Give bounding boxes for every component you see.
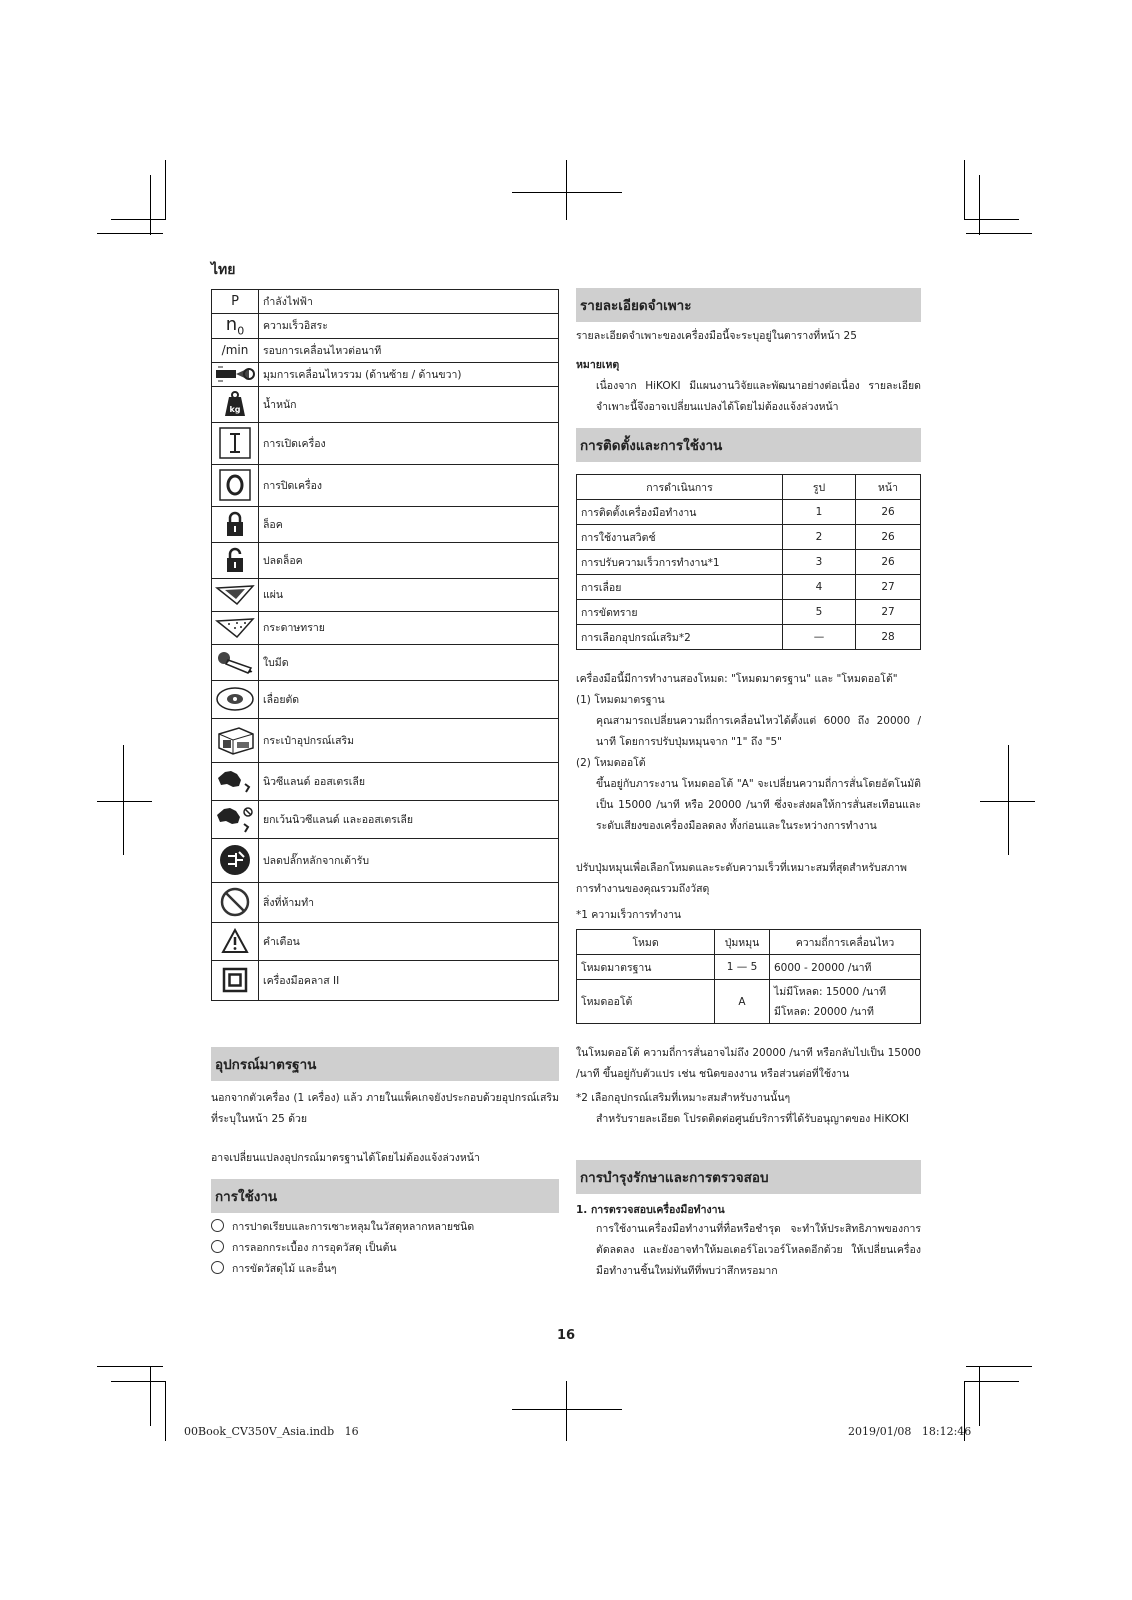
nz-au-icon (212, 762, 259, 800)
table-row (212, 314, 559, 339)
header-figure: รูป (783, 475, 856, 500)
header-dial: ปุ่มหมุน (715, 930, 770, 955)
symbol-label: ความเร็วอิสระ (259, 314, 559, 339)
table-row (577, 930, 921, 955)
table-row: การใช้งานสวิตช์ 2 26 (577, 525, 921, 550)
symbol-label: ปลดปลั๊กหลักจากเต้ารับ (259, 838, 559, 882)
n0-letter: $n_0$ (212, 314, 259, 339)
symbol-label: เลื่อยตัด (259, 680, 559, 718)
symbol-label: กระดาษทราย (259, 611, 559, 644)
note1-title: *1 ความเร็วการทำงาน (576, 909, 682, 921)
table-row (212, 506, 559, 542)
sandpaper-icon (212, 611, 259, 644)
prohibited-icon (212, 882, 259, 922)
table-row (212, 762, 559, 800)
specifications-text: รายละเอียดจำเพาะของเครื่องมือนี้จะระบุอยู่ในตารางที่หน้า 25 (576, 330, 857, 342)
table-row (212, 338, 559, 362)
table-row (577, 475, 921, 500)
symbol-label: สิ่งที่ห้ามทำ (259, 882, 559, 922)
footer-timestamp: 2019/01/08 18:12:46 (848, 1425, 972, 1438)
table-row: การเลื่อย 4 27 (577, 575, 921, 600)
weight-kg-icon (212, 386, 259, 422)
table-row (212, 680, 559, 718)
note2-title: *2 เลือกอุปกรณ์เสริมที่เหมาะสมสำหรับงานนั้นๆ (576, 1092, 791, 1104)
standard-accessories-note: อาจเปลี่ยนแปลงอุปกรณ์มาตรฐานได้โดยไม่ต้องแจ้งล่วงหน้า (211, 1152, 480, 1164)
symbol-label: คำเตือน (259, 922, 559, 960)
symbol-label: ยกเว้นนิวซีแลนด์ และออสเตรเลีย (259, 800, 559, 838)
operations-table (576, 474, 921, 650)
symbol-label: ใบมีด (259, 644, 559, 680)
table-row (212, 578, 559, 611)
mode1-text: คุณสามารถเปลี่ยนความถี่การเคลื่อนไหวได้ตั้งแต่ 6000 ถึง 20000 /นาที โดยการปรับปุ่มหมุนจาก "1" ถึง "5" (596, 715, 921, 748)
class-ii-icon (212, 960, 259, 1000)
adjust-text: ปรับปุ่มหมุนเพื่อเลือกโหมดและระดับความเร็วที่เหมาะสมที่สุดสำหรับสภาพการทำงานของคุณรวมถึงวัสดุ (576, 862, 907, 895)
note-title: หมายเหตุ (576, 359, 620, 371)
maintenance-item-text: การใช้งานเครื่องมือทำงานที่ทื่อหรือชำรุด จะทำให้ประสิทธิภาพของการตัดลดลง และยังอาจทำให้มอเตอร์โอเวอร์โหลดอีกด้วย ให้เปลี่ยนเครื่องมือทำงานชิ้นใหม่ทันทีที่พบว่าสึกหรอมาก (596, 1223, 921, 1277)
table-row (212, 290, 559, 314)
applications-list (211, 1217, 559, 1280)
auto-note: ในโหมดออโต้ ความถี่การสั่นอาจไม่ถึง 20000 /นาที หรือกลับไปเป็น 15000 /นาที ขึ้นอยู่กับตัวแปร เช่น ชนิดของงาน หรือส่วนต่อที่ใช้งาน (576, 1047, 921, 1080)
footer-filename: 00Book_CV350V_Asia.indb 16 (184, 1425, 359, 1438)
table-row (212, 718, 559, 762)
table-row (212, 644, 559, 680)
table-row (212, 362, 559, 386)
table-row (212, 386, 559, 422)
modes-intro: เครื่องมือนี้มีการทำงานสองโหมด: "โหมดมาตรฐาน" และ "โหมดออโต้" (576, 673, 898, 685)
switch-off-icon (212, 464, 259, 506)
symbols-table (211, 289, 559, 1001)
applications-heading: การใช้งาน (211, 1179, 559, 1213)
case-icon (212, 718, 259, 762)
table-row (212, 800, 559, 838)
symbol-label: กำลังไฟฟ้า (259, 290, 559, 314)
table-row: การติดตั้งเครื่องมือทำงาน 1 26 (577, 500, 921, 525)
page-number: 16 (556, 1328, 576, 1343)
table-row (212, 838, 559, 882)
header-operation: การดำเนินการ (577, 475, 783, 500)
svg-text:kg: kg (229, 405, 241, 415)
oscillation-angle-icon (212, 362, 259, 386)
except-nz-au-icon (212, 800, 259, 838)
note-text: เนื่องจาก HiKOKI มีแผนงานวิจัยและพัฒนาอย่างต่อเนื่อง รายละเอียดจำเพาะนี้จึงอาจเปลี่ยนแปลงได้โดยไม่ต้องแจ้งล่วงหน้า (596, 380, 921, 413)
install-heading: การติดตั้งและการใช้งาน (576, 428, 921, 462)
note2-text: สำหรับรายละเอียด โปรดติดต่อศูนย์บริการที่ได้รับอนุญาตของ HiKOKI (596, 1113, 910, 1125)
mode2-title: (2) โหมดออโต้ (576, 757, 646, 769)
table-row (212, 960, 559, 1000)
symbol-label: กระเป๋าอุปกรณ์เสริม (259, 718, 559, 762)
list-item: การลอกกระเบื้อง การอุดวัสดุ เป็นต้น (211, 1238, 559, 1259)
table-row: การปรับความเร็วการทำงาน*1 3 26 (577, 550, 921, 575)
symbol-label: รอบการเคลื่อนไหวต่อนาที (259, 338, 559, 362)
table-row (212, 922, 559, 960)
bullet-circle-icon (211, 1261, 224, 1274)
table-row: โหมดมาตรฐาน 1 — 5 6000 - 20000 /นาที (577, 955, 921, 980)
speed-table (576, 929, 921, 1024)
symbol-label: เครื่องมือคลาส II (259, 960, 559, 1000)
table-row (212, 882, 559, 922)
symbol-label: มุมการเคลื่อนไหวรวม (ด้านซ้าย / ด้านขวา) (259, 362, 559, 386)
table-row (212, 422, 559, 464)
table-row: โหมดออโต้ A ไม่มีโหลด: 15000 /นาที มีโหลด: 20000 /นาที (577, 980, 921, 1024)
warning-icon (212, 922, 259, 960)
blade-icon (212, 644, 259, 680)
symbol-label: ล็อค (259, 506, 559, 542)
table-row: การเลือกอุปกรณ์เสริม*2 — 28 (577, 625, 921, 650)
table-row (212, 611, 559, 644)
symbol-label: การปิดเครื่อง (259, 464, 559, 506)
header-frequency: ความถี่การเคลื่อนไหว (770, 930, 921, 955)
saw-disc-icon (212, 680, 259, 718)
mode2-text: ขึ้นอยู่กับภาระงาน โหมดออโต้ "A" จะเปลี่ยนความถี่การสั่นโดยอัตโนมัติเป็น 15000 /นาที หรือ 20000 /นาที ซึ่งจะส่งผลให้การสั่นสะเทือนและระดับเสียงของเครื่องมือลดลง ทั้งก่อนและในระหว่างการทำงาน (596, 778, 921, 832)
header-mode: โหมด (577, 930, 715, 955)
table-row: การขัดทราย 5 27 (577, 600, 921, 625)
lock-icon (212, 506, 259, 542)
bullet-circle-icon (211, 1219, 224, 1232)
min-letter: /min (212, 338, 259, 362)
unlock-icon (212, 542, 259, 578)
header-page: หน้า (856, 475, 921, 500)
p-letter: P (212, 290, 259, 314)
symbol-label: แผ่น (259, 578, 559, 611)
symbol-label: น้ำหนัก (259, 386, 559, 422)
standard-accessories-heading: อุปกรณ์มาตรฐาน (211, 1047, 559, 1081)
list-item: การขัดวัสดุไม้ และอื่นๆ (211, 1259, 559, 1280)
table-row (212, 464, 559, 506)
specifications-heading: รายละเอียดจำเพาะ (576, 288, 921, 322)
list-item: การปาดเรียบและการเซาะหลุมในวัสดุหลากหลายชนิด (211, 1217, 559, 1238)
table-row (212, 542, 559, 578)
switch-on-icon (212, 422, 259, 464)
pad-icon (212, 578, 259, 611)
bullet-circle-icon (211, 1240, 224, 1253)
symbol-label: นิวซีแลนด์ ออสเตรเลีย (259, 762, 559, 800)
unplug-icon (212, 838, 259, 882)
standard-accessories-text: นอกจากตัวเครื่อง (1 เครื่อง) แล้ว ภายในแพ็คเกจยังประกอบด้วยอุปกรณ์เสริมที่ระบุในหน้า 25 ด้วย (211, 1092, 559, 1125)
maintenance-heading: การบำรุงรักษาและการตรวจสอบ (576, 1160, 921, 1194)
symbol-label: ปลดล็อค (259, 542, 559, 578)
mode1-title: (1) โหมดมาตรฐาน (576, 694, 665, 706)
symbol-label: การเปิดเครื่อง (259, 422, 559, 464)
maintenance-item-title: 1. การตรวจสอบเครื่องมือทำงาน (576, 1204, 725, 1216)
language-label: ไทย (211, 262, 236, 278)
